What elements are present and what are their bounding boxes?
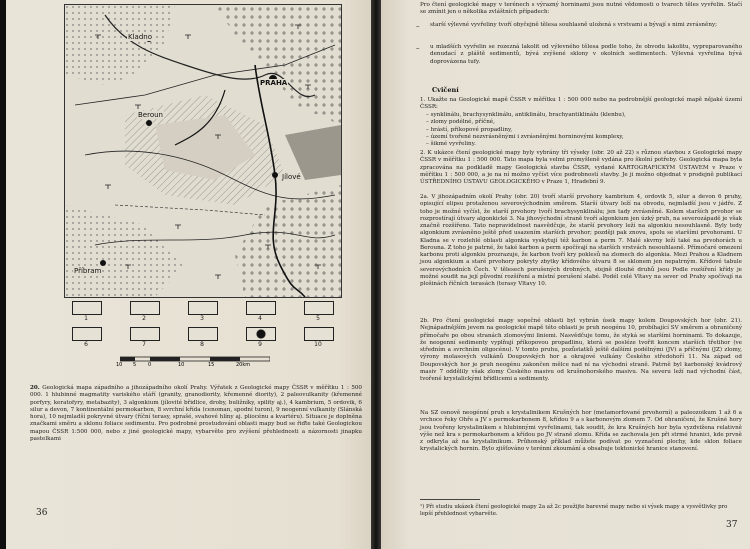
legend-box-5 <box>304 301 334 315</box>
list-item: – šikmé vyvřeliny. <box>426 141 476 147</box>
footnote-rule <box>420 499 480 500</box>
legend-number: 1 <box>84 315 88 322</box>
map-label-jilove: Jílové <box>282 173 301 181</box>
scale-tick: 10 <box>116 362 123 368</box>
legend-box-1 <box>72 301 102 315</box>
footnote: ¹) Při studiu ukázek čtení geologické mapy 2a až 2c použijte barevné mapy nebo si výsek mapy a vysvětlivky pro lepší přehlednost vybarvěte. <box>420 504 728 517</box>
page-number-right: 37 <box>726 520 738 530</box>
map-drawing <box>65 5 341 297</box>
intro-bullet-1: starší výlevné vyvřeliny tvoří obyčejně tělesa souhlasně uložená s vrstvami a bývají s nimi zvrásněny; <box>430 22 717 28</box>
scale-tick: 15 <box>208 362 215 368</box>
list-item: – hrástí, příkopové propadliny, <box>426 126 513 133</box>
legend-number: 5 <box>316 315 320 322</box>
map-label-praha: PRAHA <box>260 79 288 87</box>
scale-tick: 20km <box>236 362 251 368</box>
book-gutter <box>371 0 381 549</box>
map-label-beroun: Beroun <box>138 111 163 119</box>
legend-number: 8 <box>200 341 204 348</box>
legend-box-7 <box>130 327 160 341</box>
intro-bullet-2: u mladších vyvřelin se rozezná lakolit od výlevného tělesa podle toho, že obvodu lakolitu, vypreparovaného denudací z pláště sedimentů, bývá zvýšené sklony v okolních sedimentech. Výlevná vyvřelina bývá doprovázena tufy. <box>430 44 742 65</box>
scale-tick: 10 <box>178 362 185 368</box>
exercise-2: 2. K ukázce čtení geologické mapy byly vybrány tři výseky (obr. 20 až 22) s různou stavbou z Geologické mapy ČSSR v měřítku 1 : 500 000. Tato mapa byla velmi promyšleně vydána pro školní potřeby. Geologická mapa byla zpracována na podkladě mapy Geologická stavba ČSSR, vydané KARTOGRAFICKÝM ÚSTAVEM v Praze v měřítku 1 : 500 000, a je na ní možno vyčíst více podrobností stavby. Je ji možno objednat v prodejně publikací ÚSTŘEDNÍHO ÚSTAVU GEOLOGICKÉHO v Praze 1, Hradební 9. <box>420 150 742 185</box>
figure-caption <box>30 385 362 443</box>
legend-number: 2 <box>142 315 146 322</box>
map-label-pribram: Příbram <box>74 267 102 275</box>
dash-bullet: – <box>416 44 420 52</box>
map-legend <box>72 301 342 349</box>
section-heading: Cvičení <box>432 86 459 94</box>
intro-paragraph: Pro čtení geologické mapy v terénech s výrazný horninami jsou nutné vědomosti o tvarech těles vyvřelin. Stačí se zmínit jen o několika zvláštních případech: <box>420 2 742 16</box>
caption-number: 20. <box>30 385 40 391</box>
map-scale-bar <box>116 356 270 370</box>
legend-box-3 <box>188 301 218 315</box>
scale-tick: 0 <box>148 362 152 368</box>
list-item: – synklinálu, brachysynklinálu, antiklinálu, brachyantiklinálu (klenbu), <box>426 112 626 118</box>
exercise-1: 1. Ukažte na Geologické mapě ČSSR v měřítku 1 : 500 000 nebo na podrobnější geologické mapě nějaké území ČSSR: <box>420 97 742 111</box>
legend-number: 10 <box>314 341 322 348</box>
caption-text: Geologická mapa západního a jihozápadního okolí Prahy. Výřatek z Geologické mapy ČSSR v měřítku 1 : 500 000. 1 hlubinné magmatity variského stáří (granity, granodiority, křemenné diority), 2 paleovulkanity (křemenné porfyry, keratofyry, metabazity), 3 algonkium (jílovité břidlice, droby, buližníky, spility aj.), 4 kambrium, 5 ordovik, 6 silur a devon, 7 kontinentální permokarbon, 8 svrchní křída (cenoman, spodní turon), 9 neogenní vulkanity (Slánská hora), 10 nejmladší pokryvné útvary (říční terasy, sprašé, svahové hlíny aj. pliocénu a kvartéru). Situace je doplněna značkami směru a sklonu foliace sedimentu. Pro podrobné prostudování oblasti mapy bud se řiďte také Geologickou mapou ČSSR 1:500 000, nebo z jiné geologické mapy, vybarvěte pro zvýšení přehlednosti a názornosti jinapku pastelkami <box>30 385 362 443</box>
exercise-2a: 2a. V jihozápadním okolí Prahy (obr. 20) tvoří starší prvohory kambrium 4, ordovik 5, silur a devon 6 pruhy, opisující elipsu protaženou severovýchodním směrem. Starší útvary leží na obvodu, nejmladší jsou v jádře. Z toho je možné vyčíst, že starší prvohory tvoří brachysynklinálu; jen tady zvrásněné. Kolem starších prvohor se rozprostírají útvary algonkické 3. Na jihovýchodní straně tvoří algonkium jen úzký pruh, na severozápadě je však značně rozšířeno. Tato nepravidelnost nasvědčuje, že starší prvohory leží na algonkiu nesouhlasně. Byly tedy algonkium zvrásněno ještě před usazením starších prvohor; později pak znovu, spolu se staršími prvohorami. U Kladna se v rozlehlé oblasti algonkia vyskytují též karbon a perm 7. Malé skvrny leží také na prvohorách u Berouna. Z toho je patrné, že také karbon a perm spočívají na starších vrstvách nesouhlasně. Přímočaré omezení karbonu proti algonkiu prozrazuje, že karbon tvoří kry poklesů na zlomech do algonkia. Mezi Prahou a Kladnem jsou algonkium a staré prvohory pokryty zbytky křídového útvaru 8 se sklonem jen nepatrným. Křídové tabule severovýchodních Čech. V tělesech porušených drobných, stejně dlouhé druhů jsou Podle rozšíření křídy je možné soudit na její původní rozšíření a místní porušení slabé. Podél celé Vltavy na sever od Prahy spočívají na plošinách říčních terasách (terasy Vltavy 10. <box>420 194 742 287</box>
legend-number: 4 <box>258 315 262 322</box>
legend-box-9 <box>246 327 276 341</box>
geologic-map <box>64 4 342 298</box>
legend-box-6 <box>72 327 102 341</box>
map-label-kladno: Kladno <box>128 33 152 41</box>
exercise-2b: 2b. Pro čtení geologické mapy sopečné oblasti byl vybrán úsek mapy kolem Doupovských hor (obr. 21). Nejnápadnějším jevem na geologické mapě této oblasti je pruh neogénu 10, probíhající SV směrem a ohraničený přímočaře po obou stranách zlomovými liniemi. Nasvědčuje tomu, že styká se staršími horninami. To dokazuje, že neogenní sedimenty vyplňují příkopovou propadlinu, která se posléze tvořit koncem starších třetihor (ve středním a svrchním oligocénu). V tomto pruhu, pozůstatků ještě dalšími podélnými (JV) a příčnými (JZ) zlomy, výrony molasových vulkánů Doupovských hor a okrajové vulkány Českého středohoří 11. Na západ od Doupovských hor je pruh neogénu zakončen mělce nad ní na východní straně. Patrně byl karbonský kvádrový masiv 7 oddělily však zlomy Českého masivu od krušnohorského masivu. Na severu leží nad východní část, tvořené krystalickými břidlicemi a sedimenty. <box>420 318 742 382</box>
legend-box-4 <box>246 301 276 315</box>
legend-number: 6 <box>84 341 88 348</box>
legend-box-10 <box>304 327 334 341</box>
legend-number: 7 <box>142 341 146 348</box>
exercise-1-list <box>426 112 742 148</box>
exercise-2b-continued: Na SZ osnově neogénní pruh s krystalinikem Krušných hor (metamorfované prvohorní) a paleozoikum 1 až 6 a vrchoce řeky Ohře a JV s permokarbonem 8, křídou 9 a s karbonovým zlomem 7. Od ohraničení, že Krušné hory jsou tvořeny krystalinikem s hlubinnými vyvřelinami, tak soudit, že kra Krušných hor byla vyzdvižena relativně výše než kra s permokarbonem a křídou po JV straně zlomu. Křída se zachovala jen při strmé hranici, kde prvně z odkryla až na krystalinikum. Průhonský příklad můžete podívat po vyznačení plochy, kde sklon foliace krystalických hornin. Bylo zjišťováno v terénní zkoumání a obsahuje tektonické hranice stanovení. <box>420 410 742 453</box>
legend-box-2 <box>130 301 160 315</box>
legend-number: 3 <box>200 315 204 322</box>
dash-bullet: – <box>416 22 420 30</box>
legend-box-8 <box>188 327 218 341</box>
scale-tick: 5 <box>133 362 137 368</box>
list-item: – zlomy podélné, příčné, <box>426 119 495 126</box>
legend-number: 9 <box>258 341 262 348</box>
list-item: – území tvořené nezvrásněnými i zvrásněnými horninovými komplexy, <box>426 133 624 140</box>
page-number-left: 36 <box>36 508 48 518</box>
